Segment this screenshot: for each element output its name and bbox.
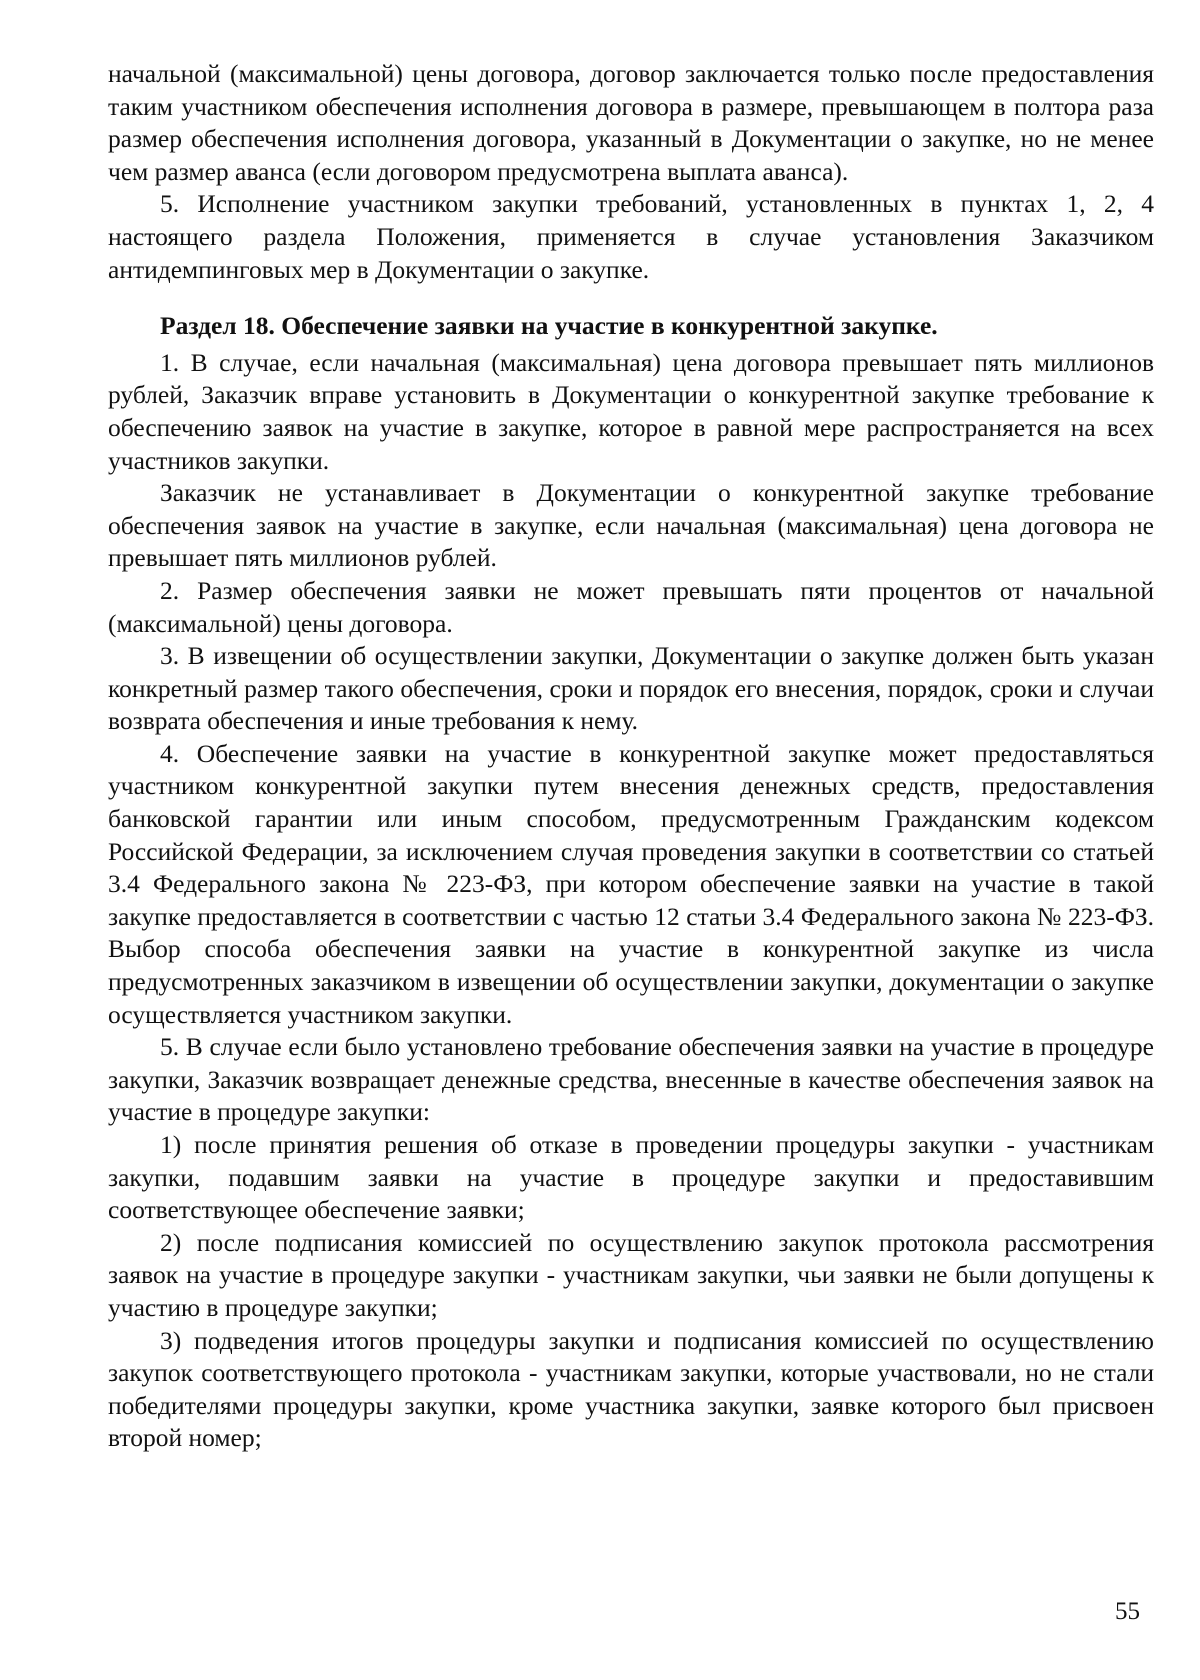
paragraph-item-1-continued: Заказчик не устанавливает в Документации о конкурентной закупке требование обеспечения заявок на участие в закупке, если начальная (максимальная) цена договора не превышает пять миллионов рублей. <box>108 478 1154 573</box>
paragraph-item-5: 5. В случае если было установлено требование обеспечения заявки на участие в процедуре закупки, Заказчик возвращает денежные средства, внесенные в качестве обеспечения заявок на участие в процедуре закупки: <box>108 1032 1154 1127</box>
paragraph-subitem-1: 1) после принятия решения об отказе в проведении процедуры закупки - участникам закупки, подавшим заявки на участие в процедуре закупки и предоставившим соответствующее обеспечение заявки; <box>108 1130 1154 1225</box>
page-number: 55 <box>1115 1598 1140 1625</box>
paragraph-subitem-3: 3) подведения итогов процедуры закупки и подписания комиссией по осуществлению закупок соответствующего протокола - участникам закупки, которые участвовали, но не стали победителями процедуры закупки, кроме участника закупки, заявке которого был присвоен второй номер; <box>108 1325 1154 1453</box>
section-gap <box>108 286 1154 310</box>
document-page <box>108 58 1154 1455</box>
paragraph-item-1: 1. В случае, если начальная (максимальная) цена договора превышает пять миллионов рублей, Заказчик вправе установить в Документации о конкурентной закупке требование к обеспечению заявок на участие в закупке, которое в равной мере распространяется на всех участников закупки. <box>108 347 1154 475</box>
paragraph-antidumping-5: 5. Исполнение участником закупки требований, установленных в пунктах 1, 2, 4 настоящего раздела Положения, применяется в случае установления Заказчиком антидемпинговых мер в Документации о закупке. <box>108 189 1154 284</box>
paragraph-item-2: 2. Размер обеспечения заявки не может превышать пяти процентов от начальной (максимальной) цены договора. <box>108 575 1154 638</box>
section-heading: Раздел 18. Обеспечение заявки на участие в конкурентной закупке. <box>160 311 938 341</box>
paragraph-continuation: начальной (максимальной) цены договора, договор заключается только после предоставления таким участником обеспечения исполнения договора в размере, превышающем в полтора раза размер обеспечения исполнения договора, указанный в Документации о закупке, но не менее чем размер аванса (если договором предусмотрена выплата аванса). <box>108 59 1154 186</box>
paragraph-item-3: 3. В извещении об осуществлении закупки, Документации о закупке должен быть указан конкретный размер такого обеспечения, сроки и порядок его внесения, порядок, сроки и случаи возврата обеспечения и иные требования к нему. <box>108 641 1154 736</box>
paragraph-subitem-2: 2) после подписания комиссией по осуществлению закупок протокола рассмотрения заявок на участие в процедуре закупки - участникам закупки, чьи заявки не были допущены к участию в процедуре закупки; <box>108 1227 1154 1322</box>
paragraph-item-4: 4. Обеспечение заявки на участие в конкурентной закупке может предоставляться участником конкурентной закупки путем внесения денежных средств, предоставления банковской гарантии или иным способом, предусмотренным Гражданским кодексом Российской Федерации, за исключением случая проведения закупки в соответствии со статьей 3.4 Федерального закона № 223-ФЗ, при котором обеспечение заявки на участие в такой закупке предоставляется в соответствии с частью 12 статьи 3.4 Федерального закона № 223-ФЗ. Выбор способа обеспечения заявки на участие в конкурентной закупке из числа предусмотренных заказчиком в извещении об осуществлении закупки, документации о закупке осуществляется участником закупки. <box>108 738 1154 1029</box>
